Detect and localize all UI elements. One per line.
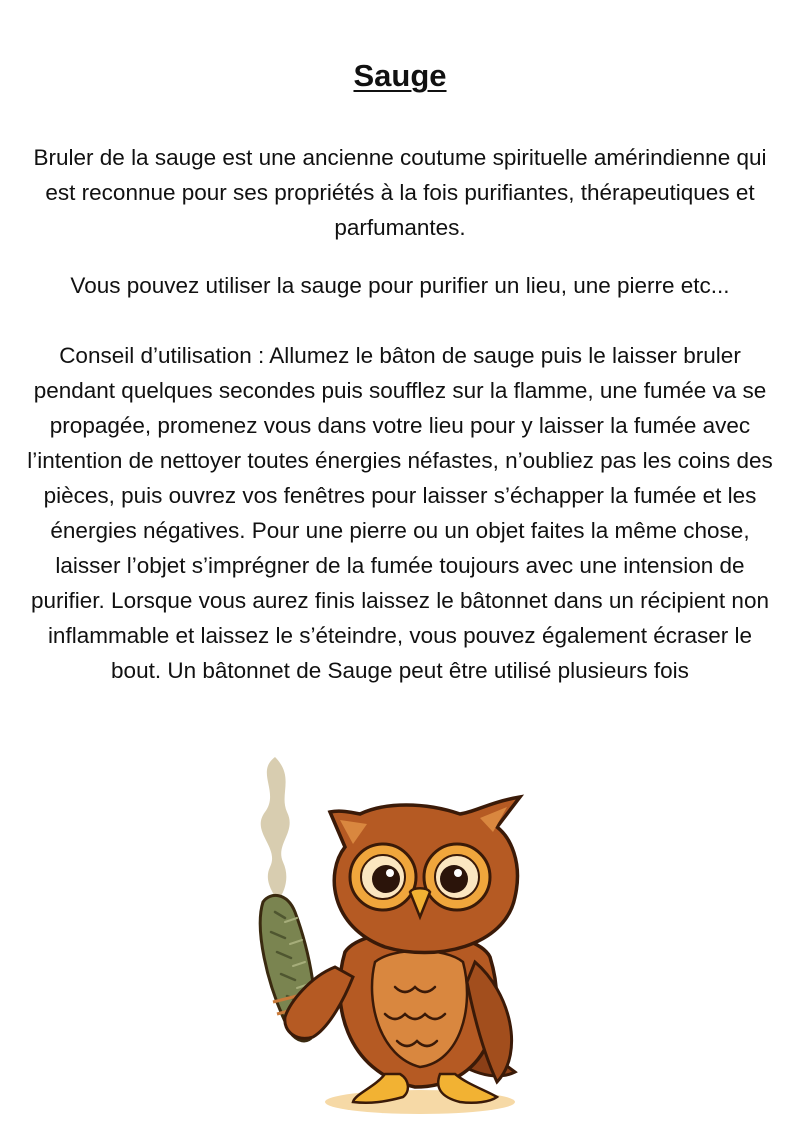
advice-paragraph: Conseil d’utilisation : Allumez le bâton de sauge puis le laisser bruler pendant quelques secondes puis soufflez sur la flamme, une fumée va se propagée, promenez vous dans votre lieu pour y laisser la fumée avec l’intention de nettoyer toutes énergies néfastes, n’oubliez pas les coins des pièces, puis ouvrez vos fenêtres pour laisser s’échapper la fumée et les énergies négatives. Pour une pierre ou un objet faites la même chose, laisser l’objet s’imprégner de la fumée toujours avec une intension de purifier. Lorsque vous aurez finis laissez le bâtonnet dans un récipient non inflammable et laissez le s’éteindre, vous pouvez également écraser le bout. Un bâtonnet de Sauge peut être utilisé plusieurs fois xyxy=(27,343,773,683)
owl-illustration xyxy=(235,752,565,1117)
intro-paragraph: Bruler de la sauge est une ancienne coutume spirituelle amérindienne qui est reconnue pour ses propriétés à la fois purifiantes, thérapeutiques et parfumantes. xyxy=(33,145,767,240)
usage-paragraph: Vous pouvez utiliser la sauge pour purifier un lieu, une pierre etc... xyxy=(70,273,730,298)
smoke-icon xyxy=(261,757,290,902)
page-title: Sauge xyxy=(353,58,447,93)
owl-holding-sage-bundle-icon xyxy=(235,752,565,1117)
owl-left-foot xyxy=(353,1074,408,1103)
